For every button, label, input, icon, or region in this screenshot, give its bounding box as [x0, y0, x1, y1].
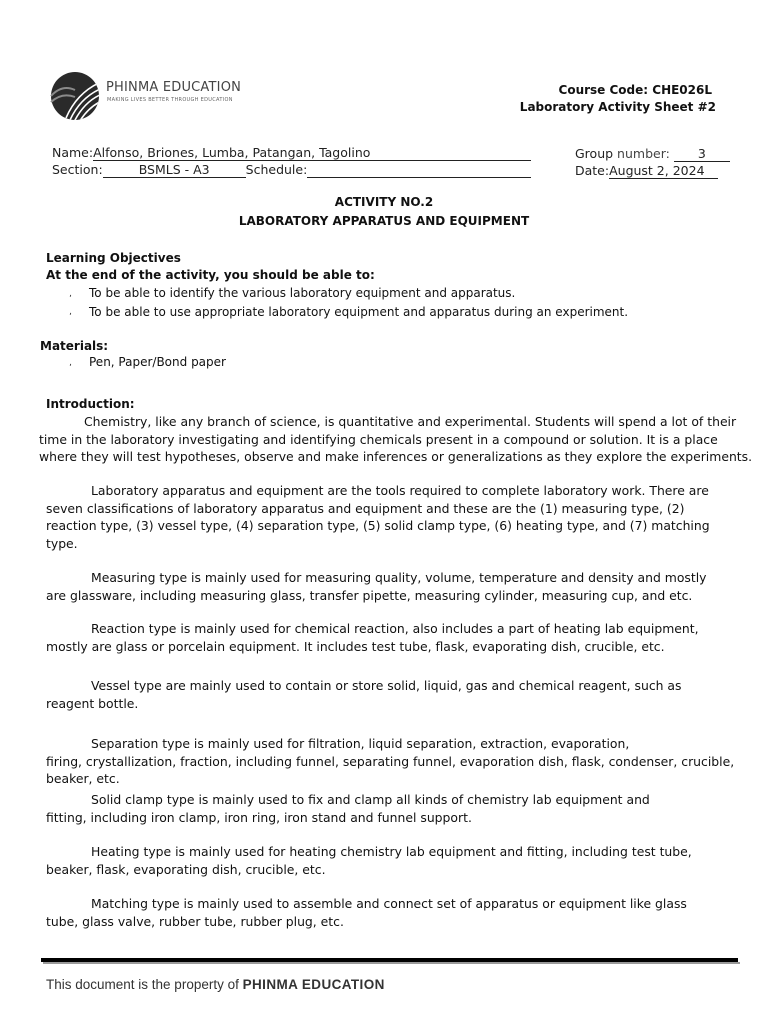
phinma-logo	[48, 70, 248, 122]
intro-paragraph-6	[46, 735, 735, 788]
intro-paragraph-4	[46, 620, 736, 655]
logo-emblem-icon	[48, 70, 104, 122]
bullet-icon: ‚	[69, 358, 72, 368]
group-label-number: number:	[617, 146, 670, 161]
paragraph-line: type.	[46, 535, 78, 551]
footer-rule	[41, 958, 738, 962]
materials-heading: Materials:	[40, 339, 109, 353]
group-row	[575, 146, 730, 162]
paragraph-line: beaker, flask, evaporating dish, crucible, etc.	[46, 861, 326, 877]
footer-brand: PHINMA EDUCATION	[242, 977, 385, 992]
footer-rule-shadow	[43, 962, 740, 964]
paragraph-line: Chemistry, like any branch of science, is quantitative and experimental. Students will spend a lot of their	[84, 414, 737, 429]
section-field[interactable]: BSMLS - A3	[103, 162, 246, 178]
schedule-label: Schedule:	[245, 162, 308, 177]
logo-tagline: MAKING LIVES BETTER THROUGH EDUCATION	[107, 97, 233, 103]
sheet-number: Laboratory Activity Sheet #2	[519, 100, 716, 114]
paragraph-line: mostly are glass or porcelain equipment. It includes test tube, flask, evaporating dish, crucible, etc.	[46, 638, 665, 654]
section-row	[52, 162, 531, 178]
objectives-heading: Learning Objectives	[46, 251, 181, 265]
paragraph-line: Laboratory apparatus and equipment are the tools required to complete laboratory work. There are	[91, 483, 709, 498]
intro-paragraph-2	[46, 482, 726, 552]
group-number-field[interactable]: 3	[674, 146, 730, 162]
paragraph-line: reaction type, (3) vessel type, (4) separation type, (5) solid clamp type, (6) heating type, and (7) matching	[46, 518, 710, 534]
paragraph-line: are glassware, including measuring glass, transfer pipette, measuring cylinder, measuring cup, and etc.	[46, 587, 693, 603]
course-code: Course Code: CHE026L	[558, 83, 712, 97]
paragraph-line: Vessel type are mainly used to contain or store solid, liquid, gas and chemical reagent, such as	[91, 678, 682, 693]
paragraph-line: seven classifications of laboratory apparatus and equipment and these are the (1) measuring type, (2)	[46, 500, 685, 516]
date-label: Date:	[575, 163, 610, 178]
footer-text	[46, 977, 385, 992]
bullet-icon: ‚	[69, 307, 72, 317]
name-label: Name:	[52, 145, 94, 160]
material-item: Pen, Paper/Bond paper	[89, 355, 226, 369]
section-label: Section:	[52, 162, 103, 177]
intro-paragraph-5	[46, 677, 736, 712]
name-field[interactable]: Alfonso, Briones, Lumba, Patangan, Tagolino	[93, 145, 531, 161]
paragraph-line: Matching type is mainly used to assemble and connect set of apparatus or equipment like glass	[91, 896, 687, 911]
schedule-field[interactable]	[307, 162, 531, 178]
paragraph-line: fitting, including iron clamp, iron ring, iron stand and funnel support.	[46, 809, 472, 825]
intro-paragraph-1	[39, 413, 753, 466]
paragraph-line: Solid clamp type is mainly used to fix and clamp all kinds of chemistry lab equipment and	[91, 792, 650, 807]
paragraph-line: Heating type is mainly used for heating chemistry lab equipment and fitting, including test tube,	[91, 844, 692, 859]
date-row	[575, 163, 718, 179]
paragraph-line: where they will test hypotheses, observe and make inferences or generalizations as they explore the experiments.	[39, 449, 753, 465]
footer-property-text: This document is the property of	[46, 977, 239, 992]
name-row	[52, 145, 531, 161]
introduction-heading: Introduction:	[46, 397, 135, 411]
activity-number: ACTIVITY NO.2	[334, 195, 434, 209]
paragraph-line: time in the laboratory investigating and identifying chemicals present in a compound or solution. It is a place	[39, 431, 718, 447]
paragraph-line: Reaction type is mainly used for chemical reaction, also includes a part of heating lab equipment,	[91, 621, 699, 636]
paragraph-line: firing, crystallization, fraction, including funnel, separating funnel, evaporation dish, flask, condenser, crucible,	[46, 753, 735, 769]
paragraph-line: Separation type is mainly used for filtration, liquid separation, extraction, evaporation,	[91, 736, 630, 751]
date-field[interactable]: August 2, 2024	[609, 163, 718, 179]
paragraph-line: beaker, etc.	[46, 771, 120, 787]
intro-paragraph-3	[46, 569, 736, 604]
group-label: Group	[575, 146, 614, 161]
intro-paragraph-7	[46, 791, 722, 826]
objective-item: To be able to identify the various laboratory equipment and apparatus.	[89, 286, 516, 300]
intro-paragraph-9	[46, 895, 736, 930]
activity-title: LABORATORY APPARATUS AND EQUIPMENT	[238, 214, 530, 228]
paragraph-line: reagent bottle.	[46, 695, 139, 711]
intro-paragraph-8	[46, 843, 736, 878]
objectives-intro: At the end of the activity, you should be able to:	[46, 268, 375, 282]
paragraph-line: Measuring type is mainly used for measuring quality, volume, temperature and density and mostly	[91, 570, 707, 585]
logo-name: PHINMA EDUCATION	[106, 80, 242, 95]
objective-item: To be able to use appropriate laboratory equipment and apparatus during an experiment.	[89, 305, 629, 319]
bullet-icon: ‚	[69, 289, 72, 299]
paragraph-line: tube, glass valve, rubber tube, rubber plug, etc.	[46, 913, 344, 929]
